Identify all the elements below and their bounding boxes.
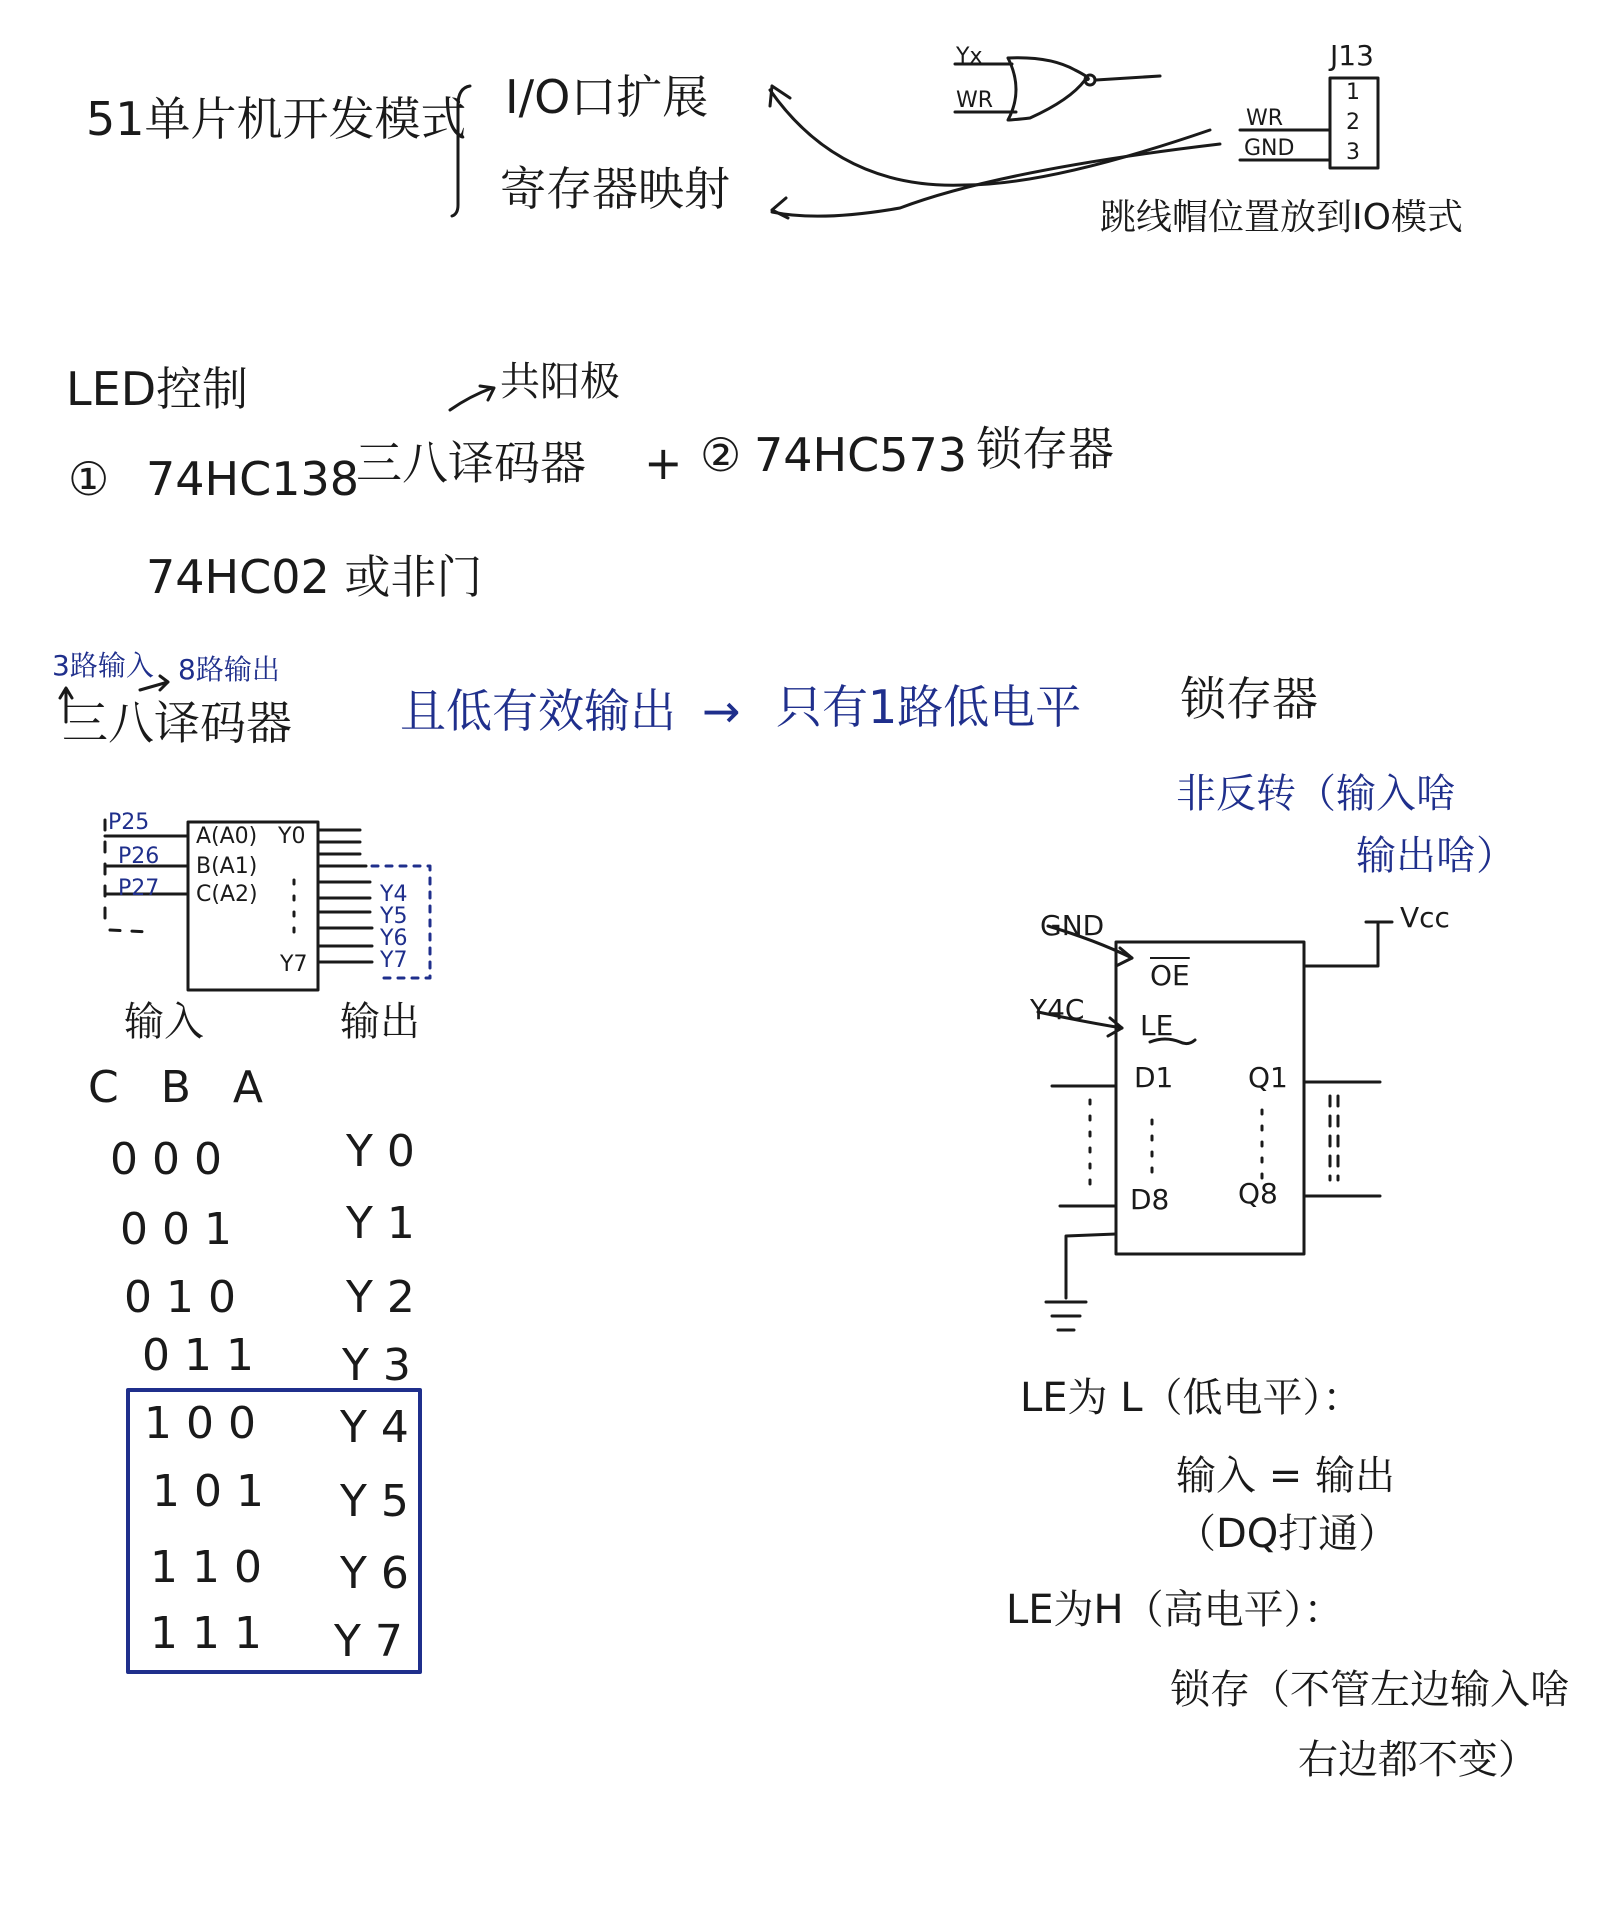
common-anode-note: 共阳极 [500, 359, 620, 405]
item1-desc: 三八译码器 [356, 436, 586, 490]
latch-pin-d8: D8 [1130, 1183, 1170, 1216]
q-dots [1330, 1096, 1338, 1180]
mode-mem-label: 寄存器映射 [500, 162, 730, 216]
decoder-heading: 三八译码器 [62, 696, 292, 750]
decoder-output-label: 输出 [340, 999, 420, 1045]
truth-row-4-cba: 100 [144, 1398, 270, 1449]
le-low-desc2: （DQ打通） [1176, 1511, 1399, 1557]
q-outputs [1304, 1082, 1380, 1196]
latch-gnd-label: GND [1040, 909, 1105, 942]
item2-number: ② [700, 428, 742, 482]
decoder-out-note: 8路输出 [178, 653, 280, 686]
vcc-wire [1304, 922, 1392, 966]
truth-row-5-cba: 101 [152, 1466, 278, 1517]
item1-chip: 74HC138 [146, 452, 360, 506]
one-low-note: 只有1路低电平 [776, 680, 1082, 734]
truth-row-7-y: Y7 [334, 1616, 417, 1667]
le-high-desc2: 右边都不变） [1298, 1737, 1538, 1783]
led-heading: LED控制 [66, 362, 249, 416]
out-y7: Y7 [380, 948, 408, 973]
d-inputs [1052, 1086, 1116, 1206]
le-high-heading: LE为H（高电平）： [1006, 1587, 1344, 1633]
pin-p26: P26 [118, 844, 160, 869]
mode-heading: 51单片机开发模式 [86, 92, 467, 146]
le-low-desc1: 输入 = 输出 [1176, 1453, 1395, 1499]
truth-row-1-cba: 001 [120, 1204, 246, 1255]
ground-wire [1066, 1234, 1116, 1298]
nor-output-wire [1096, 76, 1160, 80]
pin-p27: P27 [118, 876, 160, 901]
latch-noninv-line2: 输出啥） [1356, 833, 1516, 879]
truth-row-5-y: Y5 [340, 1476, 423, 1527]
latch-pin-d1: D1 [1134, 1061, 1174, 1094]
chip-input-b: B(A1) [196, 854, 258, 879]
truth-row-7-cba: 111 [150, 1608, 276, 1659]
truth-row-3-cba: 011 [142, 1330, 268, 1381]
latch-pin-q1: Q1 [1248, 1061, 1288, 1094]
item3-nor: 74HC02 或非门 [146, 550, 483, 604]
nor-bubble [1085, 75, 1095, 85]
out-y4: Y4 [380, 882, 408, 907]
jumper-wr: WR [1246, 106, 1284, 131]
truth-row-6-y: Y6 [340, 1548, 423, 1599]
truth-row-1-y: Y1 [346, 1198, 429, 1249]
latch-pin-le: LE [1140, 1009, 1174, 1042]
item1-number: ① [68, 452, 110, 506]
mode-io-label: I/O口扩展 [505, 70, 709, 124]
truth-row-0-y: Y0 [346, 1126, 429, 1177]
chip-y0: Y0 [278, 824, 306, 849]
jumper-note: 跳线帽位置放到IO模式 [1100, 197, 1463, 238]
jumper-label: J13 [1330, 39, 1374, 72]
pin-p25: P25 [108, 810, 150, 835]
truth-row-6-cba: 110 [150, 1542, 276, 1593]
truth-row-2-cba: 010 [124, 1272, 250, 1323]
truth-row-0-cba: 000 [110, 1134, 236, 1185]
latch-pin-q8: Q8 [1238, 1177, 1278, 1210]
gate-input-yx: Yx [956, 44, 983, 69]
le-high-desc1: 锁存（不管左边输入啥 [1170, 1667, 1570, 1713]
gate-input-wr: WR [956, 88, 994, 113]
latch-noninv-line1: 非反转（输入啥 [1176, 771, 1456, 817]
plus-sign: + [644, 436, 683, 490]
jumper-pin-1: 1 [1346, 80, 1360, 105]
ground-symbol [1046, 1302, 1086, 1330]
decoder-input-label: 输入 [124, 999, 204, 1045]
le-low-heading: LE为 L（低电平）： [1020, 1375, 1363, 1421]
jumper-pin-2: 2 [1346, 110, 1360, 135]
jumper-gnd: GND [1244, 136, 1295, 161]
out-y5: Y5 [380, 904, 408, 929]
latch-pin-oe: $\overline{OE}$ [1150, 959, 1190, 992]
chip-y7: Y7 [280, 952, 308, 977]
out-y6: Y6 [380, 926, 408, 951]
truth-table-header: C B A [88, 1062, 277, 1113]
jumper-pin-3: 3 [1346, 140, 1360, 165]
anode-arrow [450, 386, 494, 410]
low-arrow: → [702, 684, 741, 738]
item2-desc: 锁存器 [976, 422, 1114, 476]
nor-gate [1008, 58, 1088, 120]
decoder-in-note: 3路输入 [52, 649, 154, 682]
item2-chip: 74HC573 [754, 428, 968, 482]
low-active-note: 且低有效输出 [400, 684, 676, 738]
latch-y4c: Y4C [1030, 993, 1085, 1026]
latch-vcc: Vcc [1400, 901, 1450, 934]
chip-input-a: A(A0) [196, 824, 258, 849]
decoder-outputs [318, 830, 372, 962]
chip-input-c: C(A2) [196, 882, 258, 907]
truth-row-2-y: Y2 [346, 1272, 429, 1323]
truth-row-3-y: Y3 [342, 1340, 425, 1391]
truth-row-4-y: Y4 [340, 1402, 423, 1453]
latch-heading: 锁存器 [1180, 672, 1318, 726]
